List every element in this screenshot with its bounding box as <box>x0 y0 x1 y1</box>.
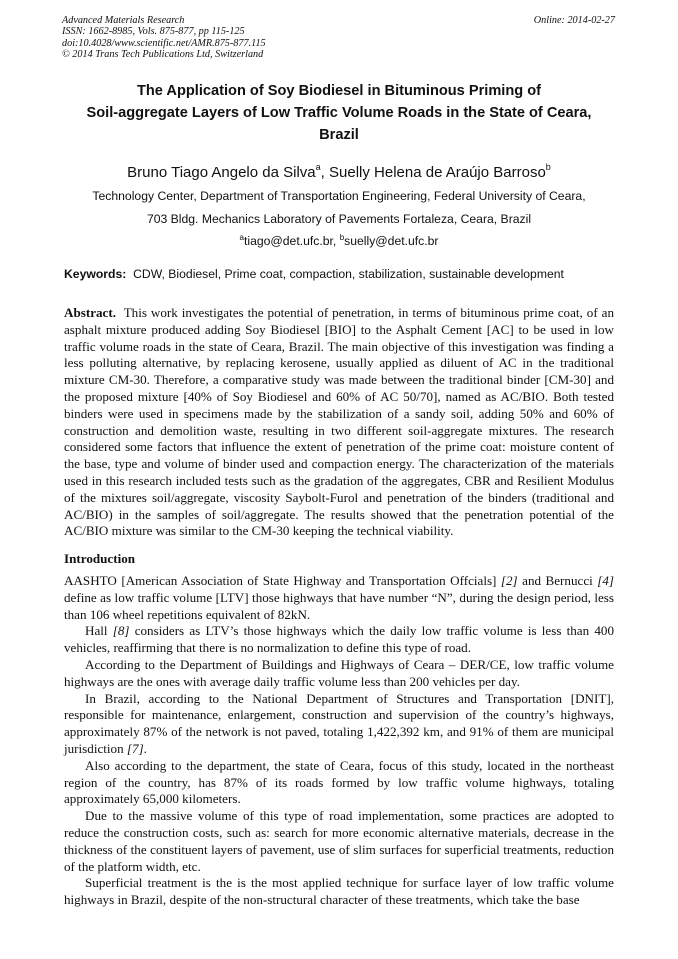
email-line <box>40 234 638 248</box>
email-b[interactable]: suelly@det.ufc.br <box>344 234 439 248</box>
email-a-mark: a <box>239 233 244 242</box>
citation-link[interactable]: [8] <box>112 623 130 639</box>
author-separator: , <box>320 164 329 181</box>
paragraph: In Brazil, according to the National Department of Structures and Transportation [DNIT], responsible for maintenance, enlargement, construction and supervision of the country’s highways, approximately 87% of the network is not paved, totaling 1,422,392 km, and 91% of them are municipal jurisdiction [7]. <box>64 690 614 756</box>
doi-line[interactable]: doi:10.4028/www.scientific.net/AMR.875-877.115 <box>62 37 266 49</box>
author-2-affil-mark: b <box>545 162 551 172</box>
abstract-label: Abstract. <box>64 305 116 320</box>
author-1-affil-mark: a <box>315 162 321 172</box>
keywords-text: CDW, Biodiesel, Prime coat, compaction, stabilization, sustainable development <box>133 267 564 281</box>
citation-link[interactable]: [2] <box>500 573 518 588</box>
paper-title <box>40 80 638 146</box>
paragraph: Due to the massive volume of this type of road implementation, some practices are adopted to reduce the construction costs, such as: search for more economic alternative materials, decrease in the thickness of the constituent layers of pavement, use of slim surfaces for superficial treatments, reduction of the platform width, etc. <box>64 808 614 874</box>
citation-link[interactable]: [4] <box>597 573 614 588</box>
journal-header <box>62 15 266 60</box>
paragraph: Also according to the department, the state of Ceara, focus of this study, located in the northeast region of the country, has 87% of its roads formed by low traffic volume highways, totaling approximately 65,000 kilometers. <box>64 757 614 807</box>
paragraph: Superficial treatment is the is the most applied technique for surface layer of low traffic volume highways in Brazil, despite of the non-structural character of these treatments, which take the base <box>64 875 614 908</box>
title-line-1: The Application of Soy Biodiesel in Bituminous Priming of <box>136 83 542 99</box>
author-2: Suelly Helena de Araújo Barroso <box>329 164 546 181</box>
paragraph: Hall [8] considers as LTV’s those highways which the daily low traffic volume is less than 400 vehicles, reaffirming that there is no normalization to define this type of road. <box>64 623 614 656</box>
copyright-line: © 2014 Trans Tech Publications Ltd, Switzerland <box>62 48 264 60</box>
author-list <box>40 163 638 183</box>
abstract <box>64 305 614 540</box>
issn-line: ISSN: 1662-8985, Vols. 875-877, pp 115-125 <box>62 26 245 38</box>
abstract-text: This work investigates the potential of penetration, in terms of bituminous prime coat, of an asphalt mixture produced adding Soy Biodiesel [BIO] to the Asphalt Cement [AC] to be used in low traffic volume roads in the state of Ceara, Brazil. The main objective of this investigation was finding a less polluting alternative, by replacing kerosene, usually applied as diluent of AC in the traditional mixture CM-30. Therefore, a comparative study was made between the traditional binder [CM-30] and the proposed mixture [40% of Soy Biodiesel and 60% of AC 50/70], named as AC/BIO. Both tested binders were used in specimens made by the stabilization of a sandy soil, adding 50% and 60% of construction and demolition waste, resulting in two different soil-aggregate mixtures. The research considered some factors that influence the extent of penetration of the prime coat: moisture content of the base, type and volume of binder used and compaction energy. The characterization of the materials used in this research included tests such as the gradation of the aggregates, CBR and Resilient Modulus of the mixtures soil/aggregate, viscosity Saybolt-Furol and penetration of the binders (traditional and AC/BIO) in the samples of soil/aggregate. The results showed that the penetration potential of the AC/BIO mixture was similar to the CM-30 keeping the technical viability. <box>64 305 614 539</box>
paragraph: According to the Department of Buildings and Highways of Ceara – DER/CE, low traffic volume highways are the ones with average daily traffic volume less than 200 vehicles per day. <box>64 656 614 689</box>
title-line-2: Soil-aggregate Layers of Low Traffic Volume Roads in the State of Ceara, <box>86 105 592 121</box>
title-line-3: Brazil <box>319 127 359 143</box>
email-b-mark: b <box>339 233 345 242</box>
keywords-label: Keywords: <box>64 267 127 281</box>
introduction-heading: Introduction <box>64 551 136 566</box>
affiliation-line-2: 703 Bldg. Mechanics Laboratory of Pavements Fortaleza, Ceara, Brazil <box>146 212 532 226</box>
online-date: Online: 2014-02-27 <box>533 15 615 26</box>
keywords <box>64 267 564 281</box>
author-1: Bruno Tiago Angelo da Silva <box>127 164 316 181</box>
email-a[interactable]: tiago@det.ufc.br, <box>243 234 340 248</box>
affiliation-line-1: Technology Center, Department of Transportation Engineering, Federal University of Ceara, <box>92 189 586 203</box>
citation-link[interactable]: [7] <box>126 740 144 756</box>
introduction-body <box>64 573 614 909</box>
journal-name: Advanced Materials Research <box>62 15 185 26</box>
paragraph: AASHTO [American Association of State Highway and Transportation Offcials] [2] and Bernucci [4] define as low traffic volume [LTV] those highways that have number “N”, during the design period, less than 106 wheel repetitions equivalent of 82kN. <box>64 573 614 622</box>
